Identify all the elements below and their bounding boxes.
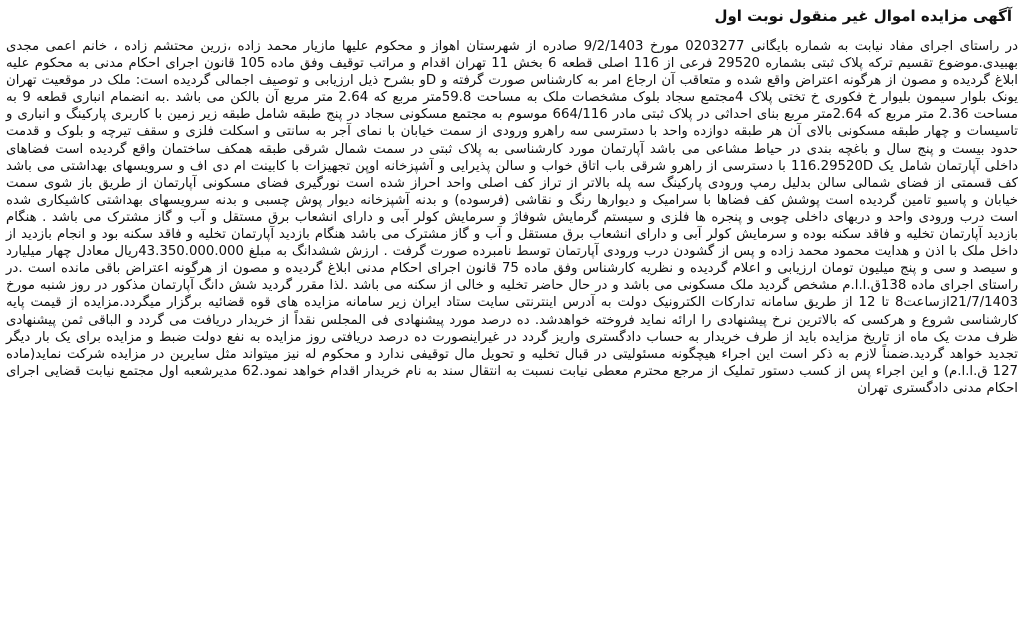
- notice-title: آگهی مزایده اموال غیر منقول نوبت اول: [714, 7, 1012, 25]
- auction-notice: [4, 4, 1020, 626]
- notice-body: در راستای اجرای مفاد نیابت به شماره بایگانی 0203277 مورخ 9/2/1403 صادره از شهرستان اهواز و محکوم علیها مازیار محمد زاده ،زرین محتشم زاده ، خانم اعمی مجدی بهبیدی.موضوع تقسیم ترکه پلاک ثبتی بشماره 29520 فرعی از 116 اصلی قطعه 6 بخش 11 تهران اقدام و مراتب توقیف وفق ماده 105 قانون اجرای احکام مدنی به محکوم علیه ابلاغ گردیده و مصون از هرگونه اعتراض واقع شده و متعاقب آن ارجاع امر به کارشناس صورت گرفته و Dو بشرح ذیل ارزیابی و توصیف اجمالی گردیده است: ملک در موقعیت تهران یونک بلوار سیمون بلیوار خ فکوری خ تختی پلاک 4مجتمع سجاد بلوک مشخصات ملک به مساحت 59.8متر مربع که 2.64 متر مربع آن بالکن می باشد .به انضمام انباری قطعه 9 به مساحت 2.36 متر مربع که 2.64متر مربع بنای احداثی در پلاک ثبتی مادر 664/116 موسوم به مجتمع مسکونی سجاد در پنج طبقه شامل طبقه زیر زمین با کاربری پارکینگ و انباری و تاسیسات و چهار طبقه مسکونی بالای آن هر طبقه دوازده واحد با دسترسی سه راهرو ورودی از سمت خیابان با نمای آجر به سانتی و اسکلت فلزی و سقف تیرچه و بلوک و قدمت حدود بیست و پنج سال و باغچه بندی در حیاط مشاعی می باشد آپارتمان مورد کارشناسی به پلاک ثبتی در سمت شمال شرقی طبقه همکف ساختمان واقع گردیده است فضاهای داخلی آپارتمان شامل یک 116.29520D با دسترسی از راهرو شرقی باب اتاق خواب و سالن پذیرایی و آشپزخانه اوپن تجهیزات با کابینت ام دی اف و سرویسهای بهداشتی می باشد کف قسمتی از فضای شمالی سالن بدلیل رمپ ورودی پارکینگ سه پله بالاتر از تراز کف اصلی واحد احراز شده است نورگیری فضای مسکونی آپارتمان از طریق باز شوی سمت خیابان و پاسیو تامین گردیده است پوشش کف فضاها با سرامیک و دیوارها رنگ و نقاشی (فرسوده) و بدنه آشپزخانه دیوار پوش چسبی و بدنه سرویسهای بهداشتی کاشیکاری شده است درب ورودی واحد و دربهای داخلی چوبی و پنجره ها فلزی و سیستم گرمایش شوفاژ و سرمایش کولر آبی و دارای انشعاب برق مستقل و آب و گاز مشترک می باشد . هنگام بازدید آپارتمان تخلیه و فاقد سکنه بوده و سرمایش کولر آبی و دارای انشعاب برق مستقل و آب و گاز مشترک می باشد هنگام بازدید آپارتمان تخلیه و فاقد سکنه بود و انجام بازدید از داخل ملک با اذن و هدایت محمود محمد زاده و پس از گشودن درب ورودی آپارتمان توسط نامبرده صورت گرفت . ارزش ششدانگ به مبلغ 43.350.000.000ریال معادل چهار میلیارد و سیصد و سی و پنج میلیون تومان ارزیابی و اعلام گردیده و نظریه کارشناس وفق ماده 75 قانون اجرای احکام مدنی ابلاغ گردیده و مصون از هرگونه اعتراض باقی مانده است .در راستای اجرای ماده 138ق.ا.ا.م مشخص گردید ملک مسکونی می باشد و در حال حاضر تخلیه و خالی از سکنه می باشد .لذا مقرر گردید شش دانگ آپارتمان مذکور در روز شنبه مورخ 21/7/1403ازساعت8 تا 12 از طریق سامانه تدارکات الکترونیک دولت به آدرس اینترنتی سایت ستاد ایران زیر سامانه مزایده های قوه قضائیه برگزار میگردد.مزایده از قیمت پایه کارشناسی شروع و هرکسی که بالاترین نرخ پیشنهادی را ارائه نماید فروخته خواهدشد. ده درصد مورد پیشنهادی فی المجلس نقداً از خریدار دریافت می گردد و الباقی ثمن پیشنهادی ظرف مدت یک ماه از تاریخ مزایده باید از طرف خریدار به حساب دادگستری واریز گردد در غیراینصورت ده درصد دریافتی روز مزایده به نفع دولت ضبط و مزایده برای یک بار دیگر تجدید خواهد گردید.ضمناً لازم به ذکر است این اجراء هیچگونه مسئولیتی در قبال تخلیه و تحویل مال توقیفی ندارد و محکوم له نیز میتواند مثل سایرین در مزایده شرکت نماید(ماده 127 ق.ا.ا.م) و این اجراء پس از کسب دستور تملیک از مرجع محترم معطی نیابت نسبت به انتقال سند به نام خریدار اقدام خواهد نمود.62 مدیرشعبه اول مجتمع نیابت قضایی اجرای احکام مدنی دادگستری تهران: [6, 39, 1019, 396]
